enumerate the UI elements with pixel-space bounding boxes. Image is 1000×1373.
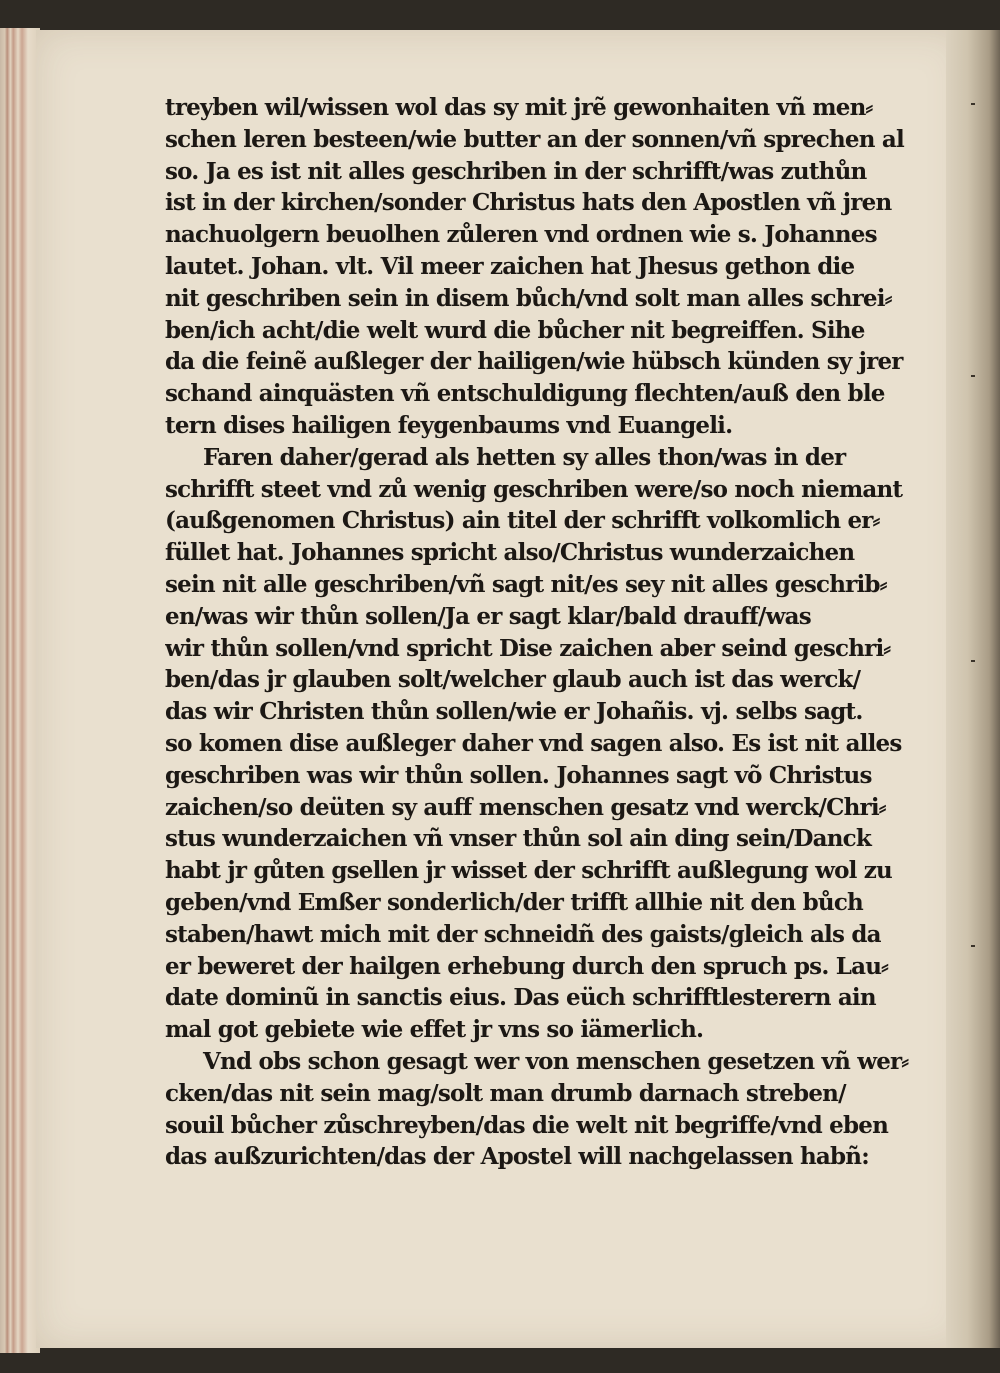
text-line: geschriben was wir thůn sollen. Johannes sagt võ Christus: [165, 761, 872, 789]
text-line: so komen dise außleger daher vnd sagen also. Es ist nit alles: [165, 729, 902, 757]
text-line: en/was wir thůn sollen/Ja er sagt klar/bald drauff/was: [165, 602, 811, 630]
text-line: das wir Christen thůn sollen/wie er Johañis. vj. selbs sagt.: [165, 698, 863, 726]
text-line: schrifft steet vnd zů wenig geschriben were/so noch niemant: [165, 475, 903, 503]
text-line: cken/das nit sein mag/solt man drumb darnach streben/: [165, 1079, 846, 1107]
text-line: schen leren besteen/wie butter an der sonnen/vñ sprechen al: [165, 125, 904, 153]
text-line: nit geschriben sein in disem bůch/vnd solt man alles schrei⸗: [165, 284, 892, 312]
text-line: sein nit alle geschriben/vñ sagt nit/es sey nit alles geschrib⸗: [165, 570, 887, 598]
text-line: tern dises hailigen feygenbaums vnd Euangeli.: [165, 411, 733, 439]
gutter-mark: [971, 660, 975, 662]
binding-gutter: [946, 30, 1000, 1348]
text-line: stus wunderzaichen vñ vnser thůn sol ain ding sein/Danck: [165, 825, 871, 853]
text-line: wir thůn sollen/vnd spricht Dise zaichen aber seind geschri⸗: [165, 634, 891, 662]
text-line: füllet hat. Johannes spricht also/Christus wunderzaichen: [165, 539, 855, 567]
text-line: ist in der kirchen/sonder Christus hats den Apostlen vñ jren: [165, 189, 892, 217]
text-line: ben/ich acht/die welt wurd die bůcher nit begreiffen. Sihe: [165, 316, 865, 344]
text-line: er beweret der hailgen erhebung durch den spruch ps. Lau⸗: [165, 952, 889, 980]
text-line: schand ainquästen vñ entschuldigung flechten/auß den ble: [165, 380, 885, 408]
text-line: (außgenomen Christus) ain titel der schrifft volkomlich er⸗: [165, 507, 880, 535]
text-line: treyben wil/wissen wol das sy mit jrẽ gewonhaiten vñ men⸗: [165, 94, 873, 121]
paragraph-start-line: Faren daher/gerad als hetten sy alles thon/was in der: [203, 443, 846, 471]
text-line: zaichen/so deüten sy auff menschen gesatz vnd werck/Chri⸗: [165, 793, 886, 821]
text-line: souil bůcher zůschreyben/das die welt nit begriffe/vnd eben: [165, 1111, 889, 1139]
gutter-mark: [971, 945, 975, 947]
page-stack-edge: [0, 28, 40, 1353]
gutter-mark: [971, 103, 975, 105]
text-line: geben/vnd Emßer sonderlich/der trifft allhie nit den bůch: [165, 888, 863, 916]
text-line: staben/hawt mich mit der schneidñ des gaists/gleich als da: [165, 920, 881, 948]
text-line: date dominũ in sanctis eius. Das eüch schrifftlesterern ain: [165, 984, 876, 1012]
text-line: mal got gebiete wie effet jr vns so iämerlich.: [165, 1016, 704, 1044]
gutter-mark: [971, 375, 975, 377]
text-line: ben/das jr glauben solt/welcher glaub auch ist das werck/: [165, 666, 861, 694]
text-line: habt jr gůten gsellen jr wisset der schrifft außlegung wol zu: [165, 857, 892, 885]
text-line: nachuolgern beuolhen zůleren vnd ordnen wie s. Johannes: [165, 221, 877, 249]
text-line: lautet. Johan. vlt. Vil meer zaichen hat Jhesus gethon die: [165, 252, 855, 280]
text-line: so. Ja es ist nit alles geschriben in der schrifft/was zuthůn: [165, 157, 867, 185]
text-line: da die feinẽ außleger der hailigen/wie hübsch künden sy jrer: [165, 348, 903, 376]
text-line: das außzurichten/das der Apostel will nachgelassen habñ:: [165, 1143, 869, 1171]
paragraph-start-line: Vnd obs schon gesagt wer von menschen gesetzen vñ wer⸗: [203, 1047, 909, 1075]
body-text: [165, 92, 915, 1173]
